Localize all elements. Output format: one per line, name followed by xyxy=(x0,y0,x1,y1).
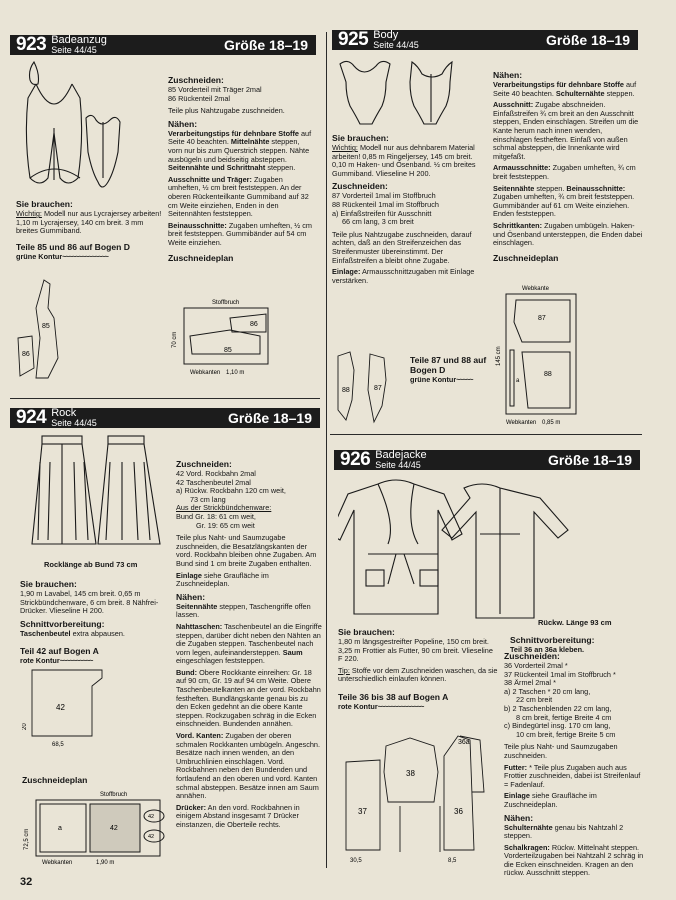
cut-line-3: a) Einfaßstreifen für Ausschnitt xyxy=(332,208,432,218)
sew-tip: Verarbeitungstips für dehnbare Stoffe auf Seite 40 beachten. Schulternähte steppen. xyxy=(493,80,637,98)
cut-line-6: Bund Gr. 18: 61 cm weit, xyxy=(176,511,256,521)
piece-label-37: 37 xyxy=(358,807,367,816)
cut-heading: Zuschneiden: xyxy=(168,75,224,85)
model-name-block xyxy=(51,35,107,55)
needs-926 xyxy=(338,624,498,712)
contour-note: rote Kontur~~~~~~~~~~~~~~ xyxy=(338,701,424,711)
plan-width: 1,10 m xyxy=(226,370,245,376)
dimension-1: 30,5 xyxy=(350,858,362,864)
parts-reference: Teile 36 bis 38 auf Bogen A xyxy=(338,691,449,702)
cut-line-5: Aus der Strickbündchenware: xyxy=(176,503,272,513)
sew-heading: Nähen: xyxy=(168,118,198,129)
plan-pocket-2: 42 xyxy=(148,834,155,840)
prep-text: Teil 36 an 36a kleben. xyxy=(510,645,585,654)
piece-height: 20 xyxy=(22,723,28,730)
dimension-2: 8,5 xyxy=(448,858,457,864)
interfacing-926: Einlage siehe Graufläche im Zuschneideplan. xyxy=(504,791,597,809)
plan-piece-42: 42 xyxy=(110,825,118,832)
contour-note: grüne Kontur~~~~~~~~~~~~~~ xyxy=(16,251,108,261)
plan-pocket-1: 42 xyxy=(148,814,155,820)
model-name: Body xyxy=(373,29,399,41)
sew-waistband: Bund: Obere Rockkante einreihen: Gr. 18 auf 90 cm, Gr. 19 auf 94 cm Weite. Obere Taschenbeutelkanten an der vord. Rockbahn festheften. Bundlängskante genau bis zu den Ecken gedehnt an die obere Kante steppen. Rockzugaben schräg in die Ecken einschneiden. Bundenden annähen. xyxy=(176,667,321,729)
model-number: 925 xyxy=(338,29,369,50)
model-size: Größe 18–19 xyxy=(547,452,632,468)
sew-legs: Beinausschnitte: Zugaben umheften, ½ cm breit feststeppen. Gummibänder auf 54 cm Weite einziehen. xyxy=(168,220,312,247)
cut-line-1: 42 Vord. Rockbahn 2mal xyxy=(176,469,256,478)
cut-heading: Zuschneiden: xyxy=(504,651,560,661)
interfacing-925: Einlage: Armausschnittzugaben mit Einlage verstärken. xyxy=(332,267,475,285)
plan-piece-87: 87 xyxy=(538,315,546,322)
instructions-926 xyxy=(504,645,644,881)
plan-height: 145 cm xyxy=(496,346,502,366)
cut-line-7: Gr. 19: 65 cm weit xyxy=(196,520,255,530)
cut-line-9: 10 cm breit, fertige Breite 5 cm xyxy=(516,729,616,739)
cutting-plan-heading: Zuschneideplan xyxy=(493,252,559,263)
section-header-925 xyxy=(332,30,638,50)
piece-label-42: 42 xyxy=(56,703,65,712)
section-divider-right xyxy=(330,434,642,435)
model-name-block xyxy=(51,408,97,428)
sew-tip: Verarbeitungstips für dehnbare Stoffe auf Seite 40 beachten. Mittelnähte steppen, vorn nur bis zum Querstrich steppen. Nähte ausbügeln und beidseitig absteppen. Seitennähte und Schrittnaht steppen. xyxy=(168,128,312,173)
model-pages: Seite 44/45 xyxy=(51,418,97,428)
model-size: Größe 18–19 xyxy=(227,410,312,426)
pattern-piece-42 xyxy=(22,666,132,748)
page-number: 32 xyxy=(20,876,33,888)
cut-heading: Zuschneiden: xyxy=(176,459,232,469)
needs-924 xyxy=(20,576,170,666)
cutting-plan-heading: Zuschneideplan xyxy=(22,775,88,785)
cutting-plan-925 xyxy=(492,282,592,428)
sew-sides: Seitennähte steppen, Taschengriffe offen lassen. xyxy=(176,601,311,620)
piece-label-88: 88 xyxy=(342,387,350,394)
sew-heading: Nähen: xyxy=(493,70,523,80)
cut-line-1: 85 Vorderteil mit Träger 2mal xyxy=(168,85,262,94)
cut-line-1: 36 Vorderteil 2mal * xyxy=(504,661,568,670)
swimsuit-sketch xyxy=(14,58,124,193)
robe-length: Rückw. Länge 93 cm xyxy=(538,618,612,627)
sew-collar: Schalkragen: Rückw. Mittelnaht steppen. Vorderteilzugaben bei Nahtzahl 2 schräg in die Ecken einschneiden. Kragen an den rückw. Ausschnitt steppen. xyxy=(504,842,644,878)
pattern-pieces-36-38 xyxy=(340,732,500,866)
plan-height: 72,5 cm xyxy=(24,828,30,850)
needs-text xyxy=(16,210,166,236)
sew-neckline: Ausschnitt: Zugabe abschneiden. Einfaßstreifen ¾ cm breit an den Ausschnitt steppen, Enden einschlagen. Streifen um die Kante herum nach innen wenden, einschlagen festheften. Einfaß von außen schmal absteppen, die Innenkante wird mitgefaßt. xyxy=(493,100,639,161)
piece-label-36: 36 xyxy=(454,807,463,816)
model-pages: Seite 44/45 xyxy=(375,460,421,470)
plan-piece-88: 88 xyxy=(544,371,552,378)
section-header-923 xyxy=(10,35,316,55)
plan-piece-85: 85 xyxy=(224,347,232,354)
plan-width: 1,90 m xyxy=(96,860,115,866)
model-size: Größe 18–19 xyxy=(545,32,630,48)
needs-heading: Sie brauchen: xyxy=(332,133,389,143)
parts-925 xyxy=(410,352,496,385)
needs-text: 1,80 m längsgestreifter Popeline, 150 cm breit. 3,25 m Frottier als Futter, 90 cm breit. Vlieseline F 220. xyxy=(338,637,493,664)
model-pages: Seite 44/45 xyxy=(373,40,419,50)
contour-label: grüne Kontur xyxy=(16,251,63,261)
cut-heading: Zuschneiden: xyxy=(332,181,388,192)
model-number: 926 xyxy=(340,449,371,470)
column-divider xyxy=(326,32,327,868)
instructions-924 xyxy=(176,456,322,833)
sew-crotch: Schrittkanten: Zugaben umbügeln. Haken- und Ösenband untersteppen, die Enden dabei einschlagen. xyxy=(493,220,643,248)
skirt-length: Rocklänge ab Bund 73 cm xyxy=(44,560,138,569)
piece-label-87: 87 xyxy=(374,385,382,392)
cut-line-7: 8 cm breit, fertige Breite 4 cm xyxy=(516,712,612,722)
cut-line-4: 73 cm lang xyxy=(190,494,226,504)
cut-line-4: a) 2 Taschen * 20 cm lang, xyxy=(504,686,591,696)
pattern-pieces-85-86 xyxy=(14,278,74,388)
cutting-plan-heading: Zuschneideplan xyxy=(168,252,234,263)
cut-line-2: 86 Rückenteil 2mal xyxy=(168,93,231,103)
needs-body: Modell nur aus Lycrajersey arbeiten! 1,10 m Lycrajersey, 140 cm breit. 3 mm breites Gummiband. xyxy=(16,209,162,236)
parts-reference: Teile 85 und 86 auf Bogen D xyxy=(16,241,130,252)
parts-reference: Teil 42 auf Bogen A xyxy=(20,646,99,657)
needs-heading: Sie brauchen: xyxy=(20,579,77,589)
sew-sides: Seitennähte steppen. Beinausschnitte: Zugaben umheften, ¾ cm breit feststeppen. Gummibänder auf 61 cm Weite einziehen. Enden feststeppen. xyxy=(493,183,635,219)
piece-label-85: 85 xyxy=(42,323,50,330)
model-number: 924 xyxy=(16,407,47,428)
sew-pockets: Nahttaschen: Taschenbeutel an die Eingriffe steppen, darüber dicht neben den Nähten an die Zugaben steppen. Taschenbeutel nach vorn legen, aufeinandersteppen. Saum eingeschlagen feststeppen. xyxy=(176,621,322,666)
sew-armholes: Armausschnitte: Zugaben umheften, ¾ cm breit feststeppen. xyxy=(493,163,636,181)
sew-shoulders: Schulternähte genau bis Nahtzahl 2 steppen. xyxy=(504,822,624,841)
pattern-pieces-87-88 xyxy=(334,350,396,426)
selvedge-label: Webkanten xyxy=(42,860,73,866)
model-size: Größe 18–19 xyxy=(223,37,308,53)
section-header-926 xyxy=(334,450,640,470)
contour-note: grüne Kontur~~~~~ xyxy=(410,375,473,384)
cut-line-5: 22 cm breit xyxy=(516,695,553,705)
needs-heading: Sie brauchen: xyxy=(16,199,73,209)
sew-neckline: Ausschnitte und Träger: Zugaben umheften, ½ cm breit feststeppen. An der oberen Rückenteilkante Gummiband auf 32 cm Weite einziehen, Enden in den Seitennähten feststeppen. xyxy=(168,174,309,219)
plan-height: 70 cm xyxy=(172,331,178,348)
cut-line-2: 37 Rückenteil 1mal im Stoffbruch * xyxy=(504,669,616,679)
piece-label-38: 38 xyxy=(406,769,415,778)
sew-snaps: Drücker: An den vord. Rockbahnen in einigem Abstand insgesamt 7 Drücker einstanzen, die Oberteile rechts. xyxy=(176,802,300,829)
cutting-plan-923 xyxy=(170,296,320,380)
cut-line-6: b) 2 Taschenblenden 22 cm lang, xyxy=(504,703,612,713)
instructions-923 xyxy=(168,72,314,264)
prep-text: Taschenbeutel extra abpausen. xyxy=(20,628,125,638)
plan-piece-a: a xyxy=(516,378,520,384)
sew-heading: Nähen: xyxy=(176,591,206,602)
selvedge-top: Webkante xyxy=(522,286,549,292)
body-sketch xyxy=(332,54,482,126)
cut-line-1: 87 Vorderteil 1mal im Stoffbruch xyxy=(332,191,436,201)
skirt-sketch xyxy=(26,432,166,552)
model-name-block xyxy=(375,450,426,470)
section-header-924 xyxy=(10,408,320,428)
cut-line-8: Teile plus Naht- und Saumzugabe zuschneiden, die Besatzlängskanten der vord. Rockbahn bleiben ohne Zugaben. Am Bund sind 1 cm breite Zugaben enthalten. xyxy=(176,533,317,568)
cutting-plan-924 xyxy=(20,790,180,868)
contour-note: rote Kontur~~~~~~~~~~ xyxy=(20,656,93,666)
piece-label-86: 86 xyxy=(22,351,30,358)
sew-heading: Nähen: xyxy=(504,812,534,823)
piece-label-36a: 36a xyxy=(458,739,470,746)
cut-line-3: a) Rückw. Rockbahn 120 cm weit, xyxy=(176,486,286,496)
model-name: Badejacke xyxy=(375,449,427,461)
selvedge-label: Webkanten xyxy=(506,420,537,426)
model-name: Badeanzug xyxy=(51,34,107,46)
fold-label: Stoffbruch xyxy=(212,300,240,306)
robe-sketch xyxy=(338,474,638,624)
cut-line-2: 42 Taschenbeutel 2mal xyxy=(176,477,251,487)
parts-reference: Teile 87 und 88 auf Bogen D xyxy=(410,355,487,375)
needs-text: 1,90 m Lavabel, 145 cm breit. 0,65 m Strickbündchenware, 6 cm breit. 8 Nähfrei-Drücker. Vlieseline H 200. xyxy=(20,589,159,616)
model-pages: Seite 44/45 xyxy=(51,45,97,55)
needs-heading: Sie brauchen: xyxy=(338,627,395,637)
section-divider-left xyxy=(10,398,320,399)
cut-line-3: Teile plus Nahtzugabe zuschneiden. xyxy=(168,106,285,116)
model-name-block xyxy=(373,30,419,50)
plan-piece-a: a xyxy=(58,825,62,832)
plan-width: 0,85 m xyxy=(542,420,561,426)
plan-piece-86: 86 xyxy=(250,321,258,328)
prep-heading: Schnittvorbereitung: xyxy=(20,618,105,629)
model-name: Rock xyxy=(51,407,77,419)
cut-line-4: 66 cm lang, 3 cm breit xyxy=(342,217,414,227)
needs-text: Wichtig: Modell nur aus dehnbarem Material arbeiten! 0,85 m Ringeljersey, 145 cm breit. 0,10 m Haken- und Ösenband. ½ cm breites Gummiband. Vlieseline H 200. xyxy=(332,143,476,178)
needs-923 xyxy=(16,196,166,261)
piece-width: 68,5 xyxy=(52,742,64,748)
cut-line-5: Teile plus Nahtzugabe zuschneiden, darauf achten, daß an den Streifenzeichen das Streifenmuster übereinstimmt. Der Einfaßstreifen a bleibt ohne Zugabe. xyxy=(332,229,472,265)
cut-line-2: 88 Rückenteil 1mal im Stoffbruch xyxy=(332,199,439,209)
lining-926: Futter: * Teile plus Zugaben auch aus Frottier zuschneiden, dabei ist Streifenlauf = Fadenlauf. xyxy=(504,762,641,789)
needs-925 xyxy=(332,130,482,288)
fold-label: Stoffbruch xyxy=(100,792,128,798)
important-label: Wichtig: xyxy=(16,209,42,218)
cut-line-3: 38 Ärmel 2mal * xyxy=(504,678,556,688)
instructions-925 xyxy=(493,67,643,264)
prep-heading: Schnittvorbereitung: xyxy=(510,635,595,645)
model-number: 923 xyxy=(16,34,47,55)
cut-line-10: Teile plus Naht- und Saumzugaben zuschneiden. xyxy=(504,742,618,760)
sew-front-edges: Vord. Kanten: Zugaben der oberen schmalen Rockkanten umbügeln. Angeschn. Besätze nach innen wenden, an den Umbruchlinien einschlagen. Vord. Rockbahnen neben den Bundenden und fortlaufend an den oberen und vord. Kanten schmal absteppen. Besätze innen am Saum annähen. xyxy=(176,731,320,801)
selvedge-label: Webkanten xyxy=(190,370,221,376)
cut-line-8: c) Bindegürtel insg. 170 cm lang, xyxy=(504,721,611,731)
tip-text: Tip: Stoffe vor dem Zuschneiden waschen, da sie unterschiedlich einlaufen können. xyxy=(338,665,498,684)
interfacing-924: Einlage siehe Graufläche im Zuschneideplan. xyxy=(176,570,269,589)
